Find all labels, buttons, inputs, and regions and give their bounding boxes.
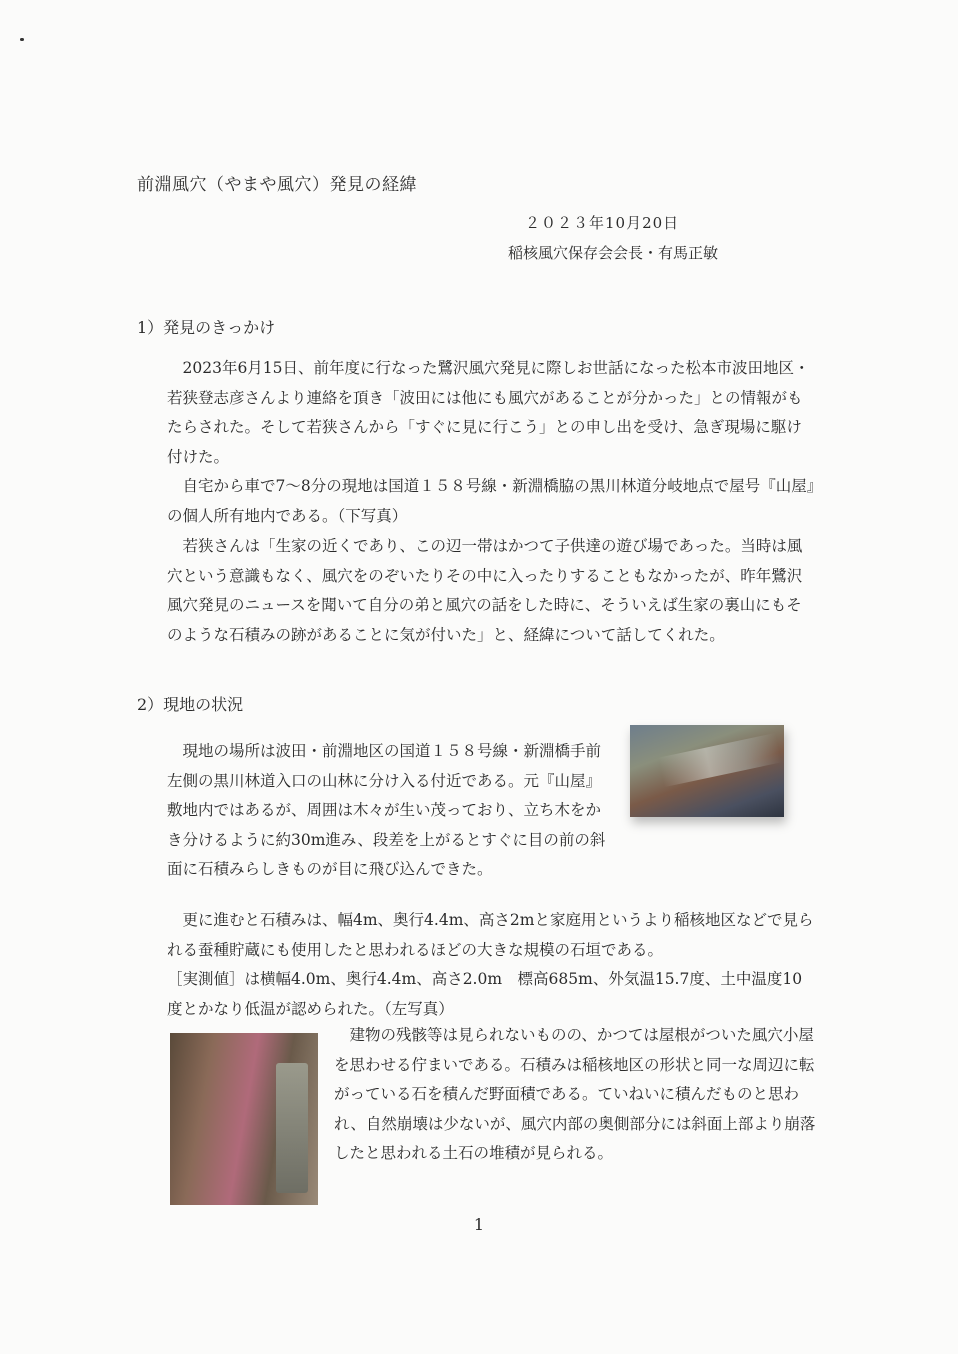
section2-paragraph-2: 更に進むと石積みは、幅4m、奥行4.4m、高さ2mと家庭用というより稲核地区などで見られる蚕種貯蔵にも使用したと思われるほどの大きな規模の石垣である。 xyxy=(167,911,814,959)
section1-paragraph-2: 自宅から車で7〜8分の現地は国道１５８号線・新淵橋脇の黒川林道分岐地点で屋号『山屋』の個人所有地内である。（下写真） xyxy=(167,477,815,525)
aerial-photo xyxy=(630,725,784,817)
section1-heading: 1）発見のきっかけ xyxy=(137,318,276,337)
section1-paragraph-3: 若狭さんは「生家の近くであり、この辺一帯はかつて子供達の遊び場であった。当時は風穴という意識もなく、風穴をのぞいたりその中に入ったりすることもなかったが、昨年鷺沢風穴発見のニュースを聞いて自分の弟と風穴の話をした時に、そういえば生家の裏山にもそのような石積みの跡があることに気が付いた」と、経緯について話してくれた。 xyxy=(167,537,803,644)
section1-paragraph-1: 2023年6月15日、前年度に行なった鷺沢風穴発見に際しお世話になった松本市波田地区・若狭登志彦さんより連絡を頂き「波田には他にも風穴があることが分かった」との情報がもたらされた。そして若狭さんから「すぐに見に行こう」との申し出を受け、急ぎ現場に駆け付けた。 xyxy=(167,359,810,466)
section2-paragraph-4: 建物の残骸等は見られないものの、かつては屋根がついた風穴小屋を思わせる佇まいである。石積みは稲核地区の形状と同一な周辺に転がっている石を積んだ野面積である。ていねいに積んだものと思われ、自然崩壊は少ないが、風穴内部の奥側部分には斜面上部より崩落したと思われる土石の堆積が見られる。 xyxy=(334,1026,816,1162)
stone-wall-photo xyxy=(170,1033,318,1205)
scan-speck xyxy=(20,38,24,41)
document-date: ２０２３年10月20日 xyxy=(525,214,680,232)
section2-paragraph-1: 現地の場所は波田・前淵地区の国道１５８号線・新淵橋手前左側の黒川林道入口の山林に分け入る付近である。元『山屋』敷地内ではあるが、周囲は木々が生い茂っており、立ち木をかき分けるように約30m進み、段差を上がるとすぐに目の前の斜面に石積みらしきものが目に飛び込んできた。 xyxy=(167,742,606,878)
section2-heading: 2）現地の状況 xyxy=(137,695,244,714)
document-title: 前淵風穴（やまや風穴）発見の経緯 xyxy=(137,175,417,195)
section2-paragraph-3: ［実測値］は横幅4.0m、奥行4.4m、高さ2.0m 標高685m、外気温15.7度、土中温度10度とかなり低温が認められた。（左写真） xyxy=(167,970,803,1018)
document-author: 稲核風穴保存会会長・有馬正敏 xyxy=(508,244,719,262)
page-number: 1 xyxy=(473,1215,485,1234)
